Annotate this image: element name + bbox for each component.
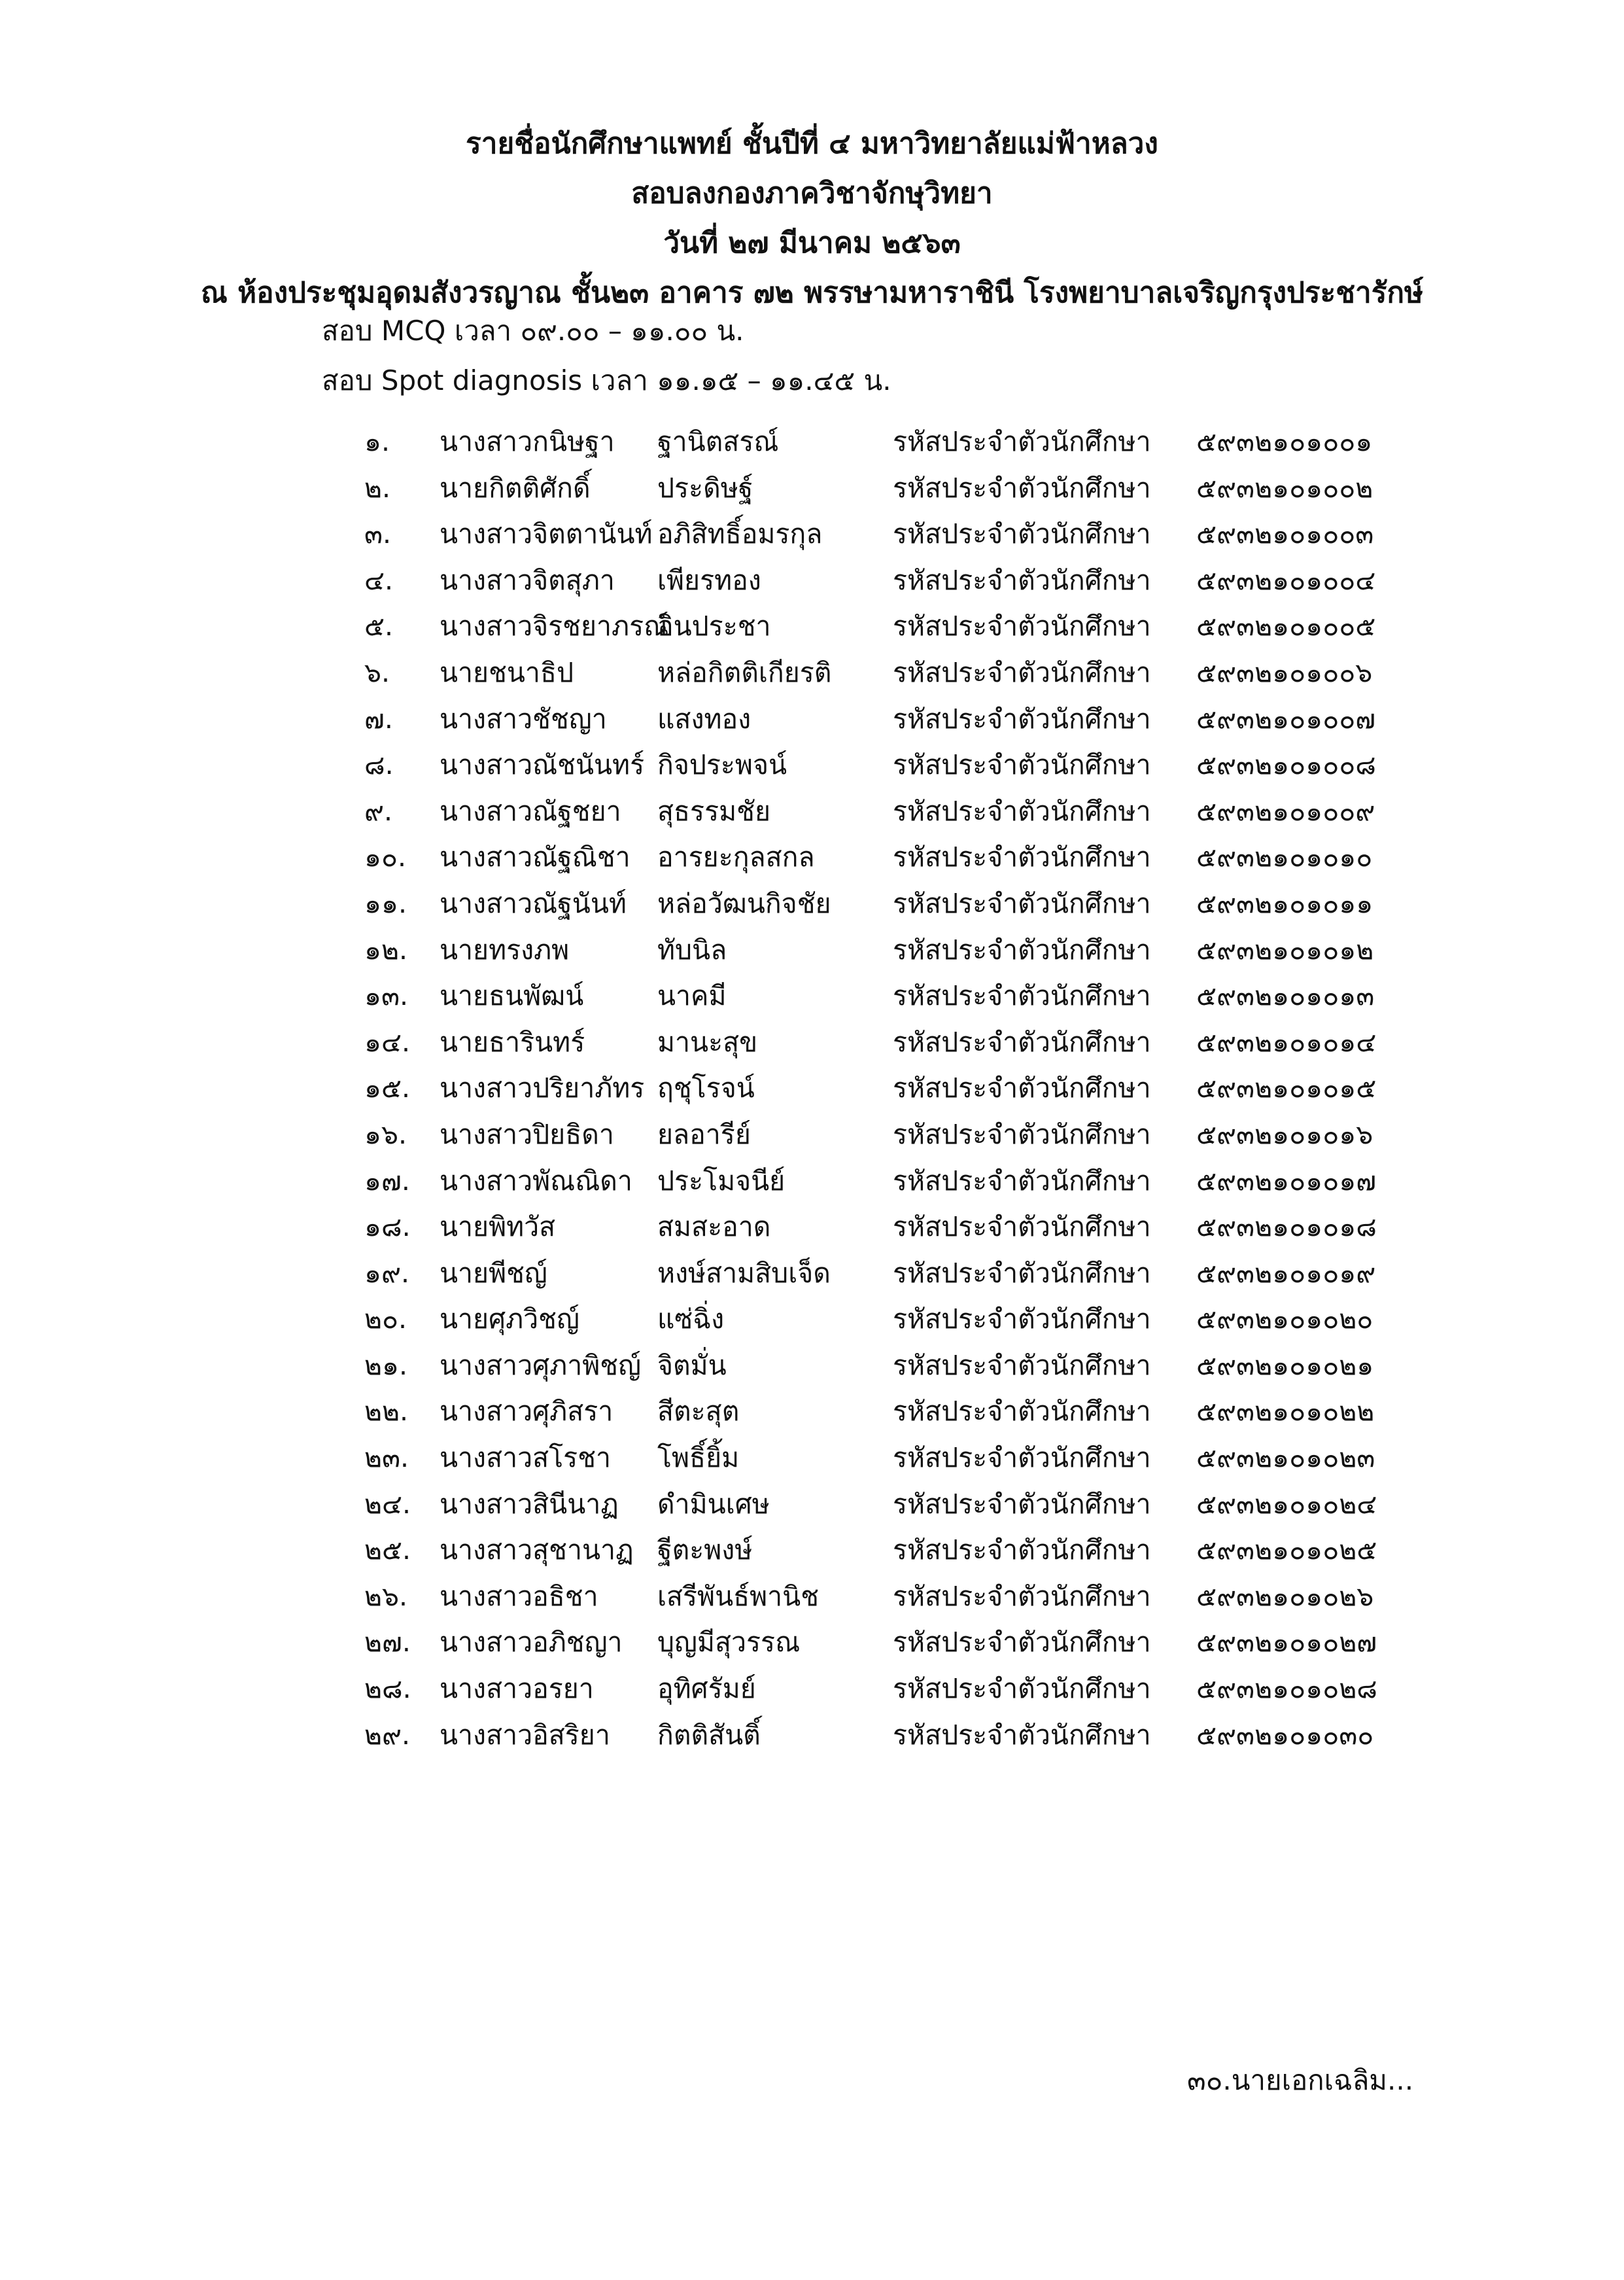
- student-id-label: รหัสประจำตัวนักศึกษา: [893, 1257, 1151, 1289]
- student-id-label: รหัสประจำตัวนักศึกษา: [893, 1488, 1151, 1520]
- student-number: ๑๒.: [364, 934, 408, 966]
- student-id-label: รหัสประจำตัวนักศึกษา: [893, 564, 1151, 596]
- student-id: ๕๙๓๒๑๐๑๐๑๓: [1196, 980, 1375, 1012]
- list-item: [364, 1619, 1411, 1666]
- student-id-label: รหัสประจำตัวนักศึกษา: [893, 703, 1151, 735]
- list-item: [364, 1435, 1411, 1481]
- student-number: ๙.: [364, 795, 393, 827]
- list-item: [364, 927, 1411, 973]
- student-number: ๒๙.: [364, 1719, 411, 1751]
- student-id: ๕๙๓๒๑๐๑๐๐๓: [1196, 518, 1374, 550]
- student-number: ๑๙.: [364, 1257, 410, 1289]
- student-id: ๕๙๓๒๑๐๑๐๐๒: [1196, 472, 1373, 504]
- student-id: ๕๙๓๒๑๐๑๐๒๓: [1196, 1442, 1375, 1474]
- student-number: ๒๗.: [364, 1626, 411, 1658]
- student-last-name: อินประชา: [657, 610, 771, 642]
- student-first-name: นางสาวกนิษฐา: [440, 426, 615, 457]
- student-last-name: โพธิ์ยิ้ม: [657, 1442, 740, 1474]
- student-last-name: มานะสุข: [657, 1026, 758, 1058]
- student-id-label: รหัสประจำตัวนักศึกษา: [893, 1165, 1151, 1197]
- list-item: [364, 1666, 1411, 1712]
- list-item: [364, 788, 1411, 835]
- student-number: ๑.: [364, 426, 390, 457]
- list-item: [364, 465, 1411, 512]
- student-last-name: เพียรทอง: [657, 564, 761, 596]
- student-id: ๕๙๓๒๑๐๑๐๑๕: [1196, 1072, 1377, 1104]
- student-id-label: รหัสประจำตัวนักศึกษา: [893, 1442, 1151, 1474]
- header-title: รายชื่อนักศึกษาแพทย์ ชั้นปีที่ ๔ มหาวิทยาลัยแม่ฟ้าหลวง: [466, 127, 1158, 160]
- student-last-name: เสรีพันธ์พานิช: [657, 1580, 820, 1612]
- student-id-label: รหัสประจำตัวนักศึกษา: [893, 1580, 1151, 1612]
- list-item: [364, 1481, 1411, 1528]
- student-first-name: นางสาวปริยาภัทร: [440, 1072, 645, 1104]
- student-id-label: รหัสประจำตัวนักศึกษา: [893, 610, 1151, 642]
- student-number: ๔.: [364, 564, 394, 596]
- student-id: ๕๙๓๒๑๐๑๐๐๕: [1196, 610, 1376, 642]
- student-first-name: นางสาวจิตสุภา: [440, 564, 615, 596]
- student-last-name: ฤชุโรจน์: [657, 1072, 755, 1104]
- student-id: ๕๙๓๒๑๐๑๐๑๗: [1196, 1165, 1377, 1197]
- list-item: [364, 1158, 1411, 1204]
- student-number: ๑๕.: [364, 1072, 411, 1104]
- student-id-label: รหัสประจำตัวนักศึกษา: [893, 472, 1151, 504]
- list-item: [364, 742, 1411, 788]
- student-id: ๕๙๓๒๑๐๑๐๓๐: [1196, 1719, 1374, 1751]
- student-number: ๒๓.: [364, 1442, 409, 1474]
- student-first-name: นางสาวศุภิสรา: [440, 1395, 613, 1428]
- student-last-name: แสงทอง: [657, 703, 752, 735]
- list-item: [364, 419, 1411, 465]
- student-first-name: นางสาวศุภาพิชญ์: [440, 1349, 642, 1381]
- student-last-name: หล่อวัฒนกิจชัย: [657, 887, 831, 919]
- student-id-label: รหัสประจำตัวนักศึกษา: [893, 1072, 1151, 1104]
- student-last-name: ทับนิล: [657, 934, 727, 966]
- student-id-label: รหัสประจำตัวนักศึกษา: [893, 841, 1151, 873]
- student-first-name: นางสาวสโรชา: [440, 1442, 612, 1474]
- student-last-name: แซ่ฉิ่ง: [657, 1303, 725, 1335]
- student-first-name: นางสาวอิสริยา: [440, 1719, 610, 1751]
- student-id-label: รหัสประจำตัวนักศึกษา: [893, 1349, 1151, 1381]
- student-last-name: จิตมั่น: [657, 1349, 727, 1381]
- student-id-label: รหัสประจำตัวนักศึกษา: [893, 656, 1151, 688]
- student-id: ๕๙๓๒๑๐๑๐๐๘: [1196, 749, 1376, 781]
- student-number: ๑๓.: [364, 980, 409, 1012]
- student-number: ๒๕.: [364, 1534, 411, 1566]
- student-last-name: อภิสิทธิ์อมรกุล: [657, 518, 823, 550]
- list-item: [364, 1019, 1411, 1066]
- student-number: ๗.: [364, 703, 393, 735]
- list-item: [364, 557, 1411, 604]
- student-first-name: นายธนพัฒน์: [440, 980, 584, 1012]
- student-id: ๕๙๓๒๑๐๑๐๑๖: [1196, 1118, 1373, 1150]
- student-id: ๕๙๓๒๑๐๑๐๐๙: [1196, 795, 1375, 827]
- list-item: [364, 973, 1411, 1019]
- student-last-name: ประโมจนีย์: [657, 1165, 786, 1197]
- student-first-name: นายชนาธิป: [440, 656, 574, 688]
- student-first-name: นางสาวสินีนาฏ: [440, 1488, 619, 1520]
- student-first-name: นางสาวณัฐชยา: [440, 795, 621, 827]
- student-first-name: นายธารินทร์: [440, 1026, 585, 1058]
- student-id: ๕๙๓๒๑๐๑๐๒๒: [1196, 1395, 1375, 1428]
- student-number: ๑๘.: [364, 1211, 411, 1243]
- student-id: ๕๙๓๒๑๐๑๐๑๔: [1196, 1026, 1377, 1058]
- list-item: [364, 1065, 1411, 1112]
- student-id-label: รหัสประจำตัวนักศึกษา: [893, 1026, 1151, 1058]
- header-venue: ณ ห้องประชุมอุดมสังวรญาณ ชั้น๒๓ อาคาร ๗๒ พรรษามหาราชินี โรงพยาบาลเจริญกรุงประชารักษ์: [201, 276, 1423, 309]
- student-first-name: นายพีชญ์: [440, 1257, 547, 1289]
- student-first-name: นางสาวอรยา: [440, 1673, 594, 1705]
- student-id-label: รหัสประจำตัวนักศึกษา: [893, 795, 1151, 827]
- student-last-name: หงษ์สามสิบเจ็ด: [657, 1257, 831, 1289]
- student-first-name: นางสาวปิยธิดา: [440, 1118, 614, 1150]
- student-first-name: นางสาวพัณณิดา: [440, 1165, 632, 1197]
- list-item: [364, 1342, 1411, 1389]
- student-id: ๕๙๓๒๑๐๑๐๑๙: [1196, 1257, 1376, 1289]
- continuation-note: ๓๐.นายเอกเฉลิม...: [1187, 2064, 1414, 2096]
- student-number: ๑๐.: [364, 841, 407, 873]
- student-id-label: รหัสประจำตัวนักศึกษา: [893, 1626, 1151, 1658]
- student-number: ๒๑.: [364, 1349, 408, 1381]
- student-id-label: รหัสประจำตัวนักศึกษา: [893, 1118, 1151, 1150]
- header-department: สอบลงกองภาควิชาจักษุวิทยา: [631, 177, 993, 210]
- student-id-label: รหัสประจำตัวนักศึกษา: [893, 1673, 1151, 1705]
- student-last-name: สีตะสุต: [657, 1395, 740, 1428]
- student-first-name: นางสาวสุชานาฏ: [440, 1534, 634, 1566]
- student-id-label: รหัสประจำตัวนักศึกษา: [893, 887, 1151, 919]
- student-id-label: รหัสประจำตัวนักศึกษา: [893, 1211, 1151, 1243]
- student-number: ๑๖.: [364, 1118, 407, 1150]
- list-item: [364, 1112, 1411, 1158]
- student-first-name: นางสาวจิตตานันท์: [440, 518, 653, 550]
- student-number: ๖.: [364, 656, 390, 688]
- student-id: ๕๙๓๒๑๐๑๐๑๑: [1196, 887, 1373, 919]
- student-id: ๕๙๓๒๑๐๑๐๒๐: [1196, 1303, 1373, 1335]
- student-id: ๕๙๓๒๑๐๑๐๐๖: [1196, 656, 1373, 688]
- list-item: [364, 834, 1411, 881]
- student-number: ๑๑.: [364, 887, 407, 919]
- student-number: ๒๒.: [364, 1395, 409, 1428]
- student-last-name: ฐานิตสรณ์: [657, 426, 779, 457]
- student-number: ๑๗.: [364, 1165, 410, 1197]
- student-id: ๕๙๓๒๑๐๑๐๒๘: [1196, 1673, 1377, 1705]
- header-date: วันที่ ๒๗ มีนาคม ๒๕๖๓: [663, 226, 961, 260]
- list-item: [364, 881, 1411, 927]
- student-id: ๕๙๓๒๑๐๑๐๒๔: [1196, 1488, 1377, 1520]
- student-first-name: นายกิตติศักดิ์: [440, 472, 591, 504]
- student-id-label: รหัสประจำตัวนักศึกษา: [893, 934, 1151, 966]
- student-id: ๕๙๓๒๑๐๑๐๒๖: [1196, 1580, 1374, 1612]
- schedule-spot-diagnosis: สอบ Spot diagnosis เวลา ๑๑.๑๕ – ๑๑.๔๕ น.: [322, 364, 891, 396]
- student-last-name: บุญมีสุวรรณ: [657, 1626, 801, 1658]
- student-id: ๕๙๓๒๑๐๑๐๒๗: [1196, 1626, 1377, 1658]
- list-item: [364, 603, 1411, 650]
- student-first-name: นางสาวอธิชา: [440, 1580, 598, 1612]
- student-id-label: รหัสประจำตัวนักศึกษา: [893, 1534, 1151, 1566]
- student-last-name: อุทิศรัมย์: [657, 1673, 756, 1705]
- student-last-name: หล่อกิตติเกียรติ: [657, 656, 832, 688]
- list-item: [364, 1388, 1411, 1435]
- list-item: [364, 511, 1411, 557]
- student-id-label: รหัสประจำตัวนักศึกษา: [893, 426, 1151, 457]
- student-last-name: ประดิษฐ์: [657, 472, 753, 504]
- student-number: ๒๐.: [364, 1303, 407, 1335]
- student-first-name: นายศุภวิชญ์: [440, 1303, 579, 1335]
- student-id-label: รหัสประจำตัวนักศึกษา: [893, 1395, 1151, 1428]
- student-id: ๕๙๓๒๑๐๑๐๐๑: [1196, 426, 1373, 457]
- student-last-name: สุธรรมชัย: [657, 795, 770, 827]
- student-number: ๒๘.: [364, 1673, 411, 1705]
- student-number: ๒๖.: [364, 1580, 408, 1612]
- exam-schedule: [322, 306, 891, 406]
- student-number: ๓.: [364, 518, 392, 550]
- student-last-name: ดำมินเศษ: [657, 1488, 770, 1520]
- schedule-mcq: สอบ MCQ เวลา ๐๙.๐๐ – ๑๑.๐๐ น.: [322, 315, 744, 347]
- list-item: [364, 1204, 1411, 1250]
- student-id: ๕๙๓๒๑๐๑๐๒๑: [1196, 1349, 1374, 1381]
- student-number: ๕.: [364, 610, 394, 642]
- student-id-label: รหัสประจำตัวนักศึกษา: [893, 518, 1151, 550]
- student-first-name: นางสาวอภิชญา: [440, 1626, 623, 1658]
- list-item: [364, 1296, 1411, 1342]
- student-first-name: นางสาวณัฐนันท์: [440, 887, 627, 919]
- list-item: [364, 1527, 1411, 1573]
- student-id-label: รหัสประจำตัวนักศึกษา: [893, 980, 1151, 1012]
- list-item: [364, 696, 1411, 743]
- list-item: [364, 1250, 1411, 1297]
- student-last-name: ยลอารีย์: [657, 1118, 751, 1150]
- student-number: ๑๔.: [364, 1026, 411, 1058]
- student-first-name: นายทรงภพ: [440, 934, 570, 966]
- student-last-name: สมสะอาด: [657, 1211, 771, 1243]
- student-first-name: นางสาวณัฐณิชา: [440, 841, 631, 873]
- student-id: ๕๙๓๒๑๐๑๐๑๐: [1196, 841, 1373, 873]
- list-item: [364, 650, 1411, 696]
- student-id-label: รหัสประจำตัวนักศึกษา: [893, 749, 1151, 781]
- student-number: ๘.: [364, 749, 394, 781]
- student-number: ๒๔.: [364, 1488, 411, 1520]
- student-id: ๕๙๓๒๑๐๑๐๒๕: [1196, 1534, 1377, 1566]
- student-first-name: นางสาวชัชญา: [440, 703, 607, 735]
- student-id: ๕๙๓๒๑๐๑๐๐๔: [1196, 564, 1376, 596]
- student-id: ๕๙๓๒๑๐๑๐๐๗: [1196, 703, 1376, 735]
- student-last-name: นาคมี: [657, 980, 727, 1012]
- student-first-name: นางสาวณัชนันทร์: [440, 749, 645, 781]
- student-id: ๕๙๓๒๑๐๑๐๑๒: [1196, 934, 1374, 966]
- student-first-name: นางสาวจิรชยาภรณ์: [440, 610, 669, 642]
- list-item: [364, 1573, 1411, 1620]
- student-id: ๕๙๓๒๑๐๑๐๑๘: [1196, 1211, 1377, 1243]
- student-last-name: กิจประพจน์: [657, 749, 787, 781]
- student-last-name: ฐีตะพงษ์: [657, 1534, 753, 1566]
- student-first-name: นายพิทวัส: [440, 1211, 556, 1243]
- list-item: [364, 1712, 1411, 1759]
- student-id-label: รหัสประจำตัวนักศึกษา: [893, 1719, 1151, 1751]
- document-header: [0, 119, 1624, 318]
- student-id-label: รหัสประจำตัวนักศึกษา: [893, 1303, 1151, 1335]
- student-last-name: กิตติสันติ์: [657, 1719, 761, 1751]
- student-number: ๒.: [364, 472, 391, 504]
- student-list: [364, 419, 1411, 1758]
- student-last-name: อารยะกุลสกล: [657, 841, 815, 873]
